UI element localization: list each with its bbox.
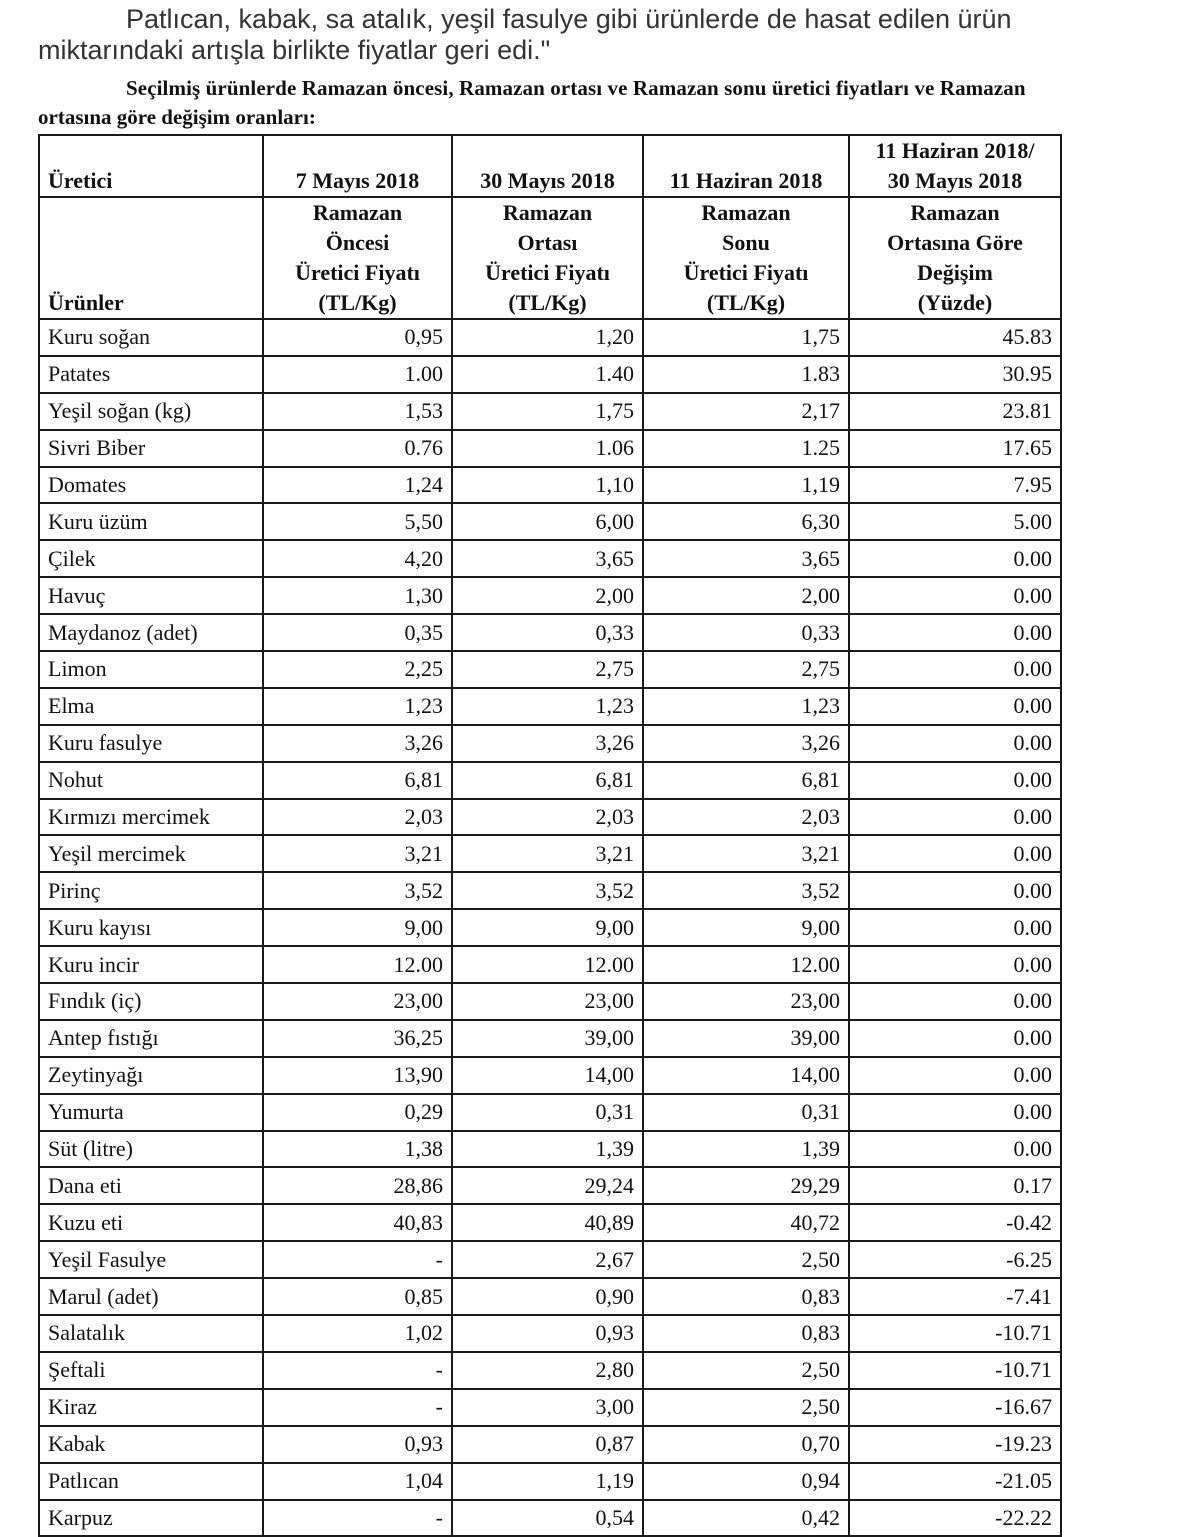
end-ramadan-price-cell: 2,75 xyxy=(643,651,849,688)
header-text-line: Ramazan xyxy=(312,200,403,225)
mid-ramadan-price-cell: 29,24 xyxy=(452,1167,643,1204)
header-text-line: Ortasına Göre xyxy=(887,230,1023,255)
change-percent-cell: -16.67 xyxy=(849,1389,1061,1426)
change-percent-cell: -19.23 xyxy=(849,1426,1061,1463)
product-name-cell: Kuru kayısı xyxy=(39,909,263,946)
pre-ramadan-price-cell: 3,52 xyxy=(263,872,452,909)
end-ramadan-price-cell: 0,83 xyxy=(643,1278,849,1315)
table-row xyxy=(39,319,1061,356)
product-name-cell: Çilek xyxy=(39,540,263,577)
change-percent-cell: 0.00 xyxy=(849,614,1061,651)
header-mid-ramadan xyxy=(452,197,643,319)
header-date-may-7: 7 Mayıs 2018 xyxy=(263,135,452,197)
end-ramadan-price-cell: 3,21 xyxy=(643,835,849,872)
mid-ramadan-price-cell: 0,90 xyxy=(452,1278,643,1315)
product-name-cell: Nohut xyxy=(39,762,263,799)
pre-ramadan-price-cell: 1.00 xyxy=(263,356,452,393)
table-row xyxy=(39,688,1061,725)
product-name-cell: Kuru fasulye xyxy=(39,725,263,762)
table-row xyxy=(39,1204,1061,1241)
pre-ramadan-price-cell: 28,86 xyxy=(263,1167,452,1204)
change-percent-cell: 0.00 xyxy=(849,872,1061,909)
mid-ramadan-price-cell: 9,00 xyxy=(452,909,643,946)
header-row-descriptions xyxy=(39,197,1061,319)
end-ramadan-price-cell: 0,70 xyxy=(643,1426,849,1463)
end-ramadan-price-cell: 0,42 xyxy=(643,1500,849,1537)
product-name-cell: Kabak xyxy=(39,1426,263,1463)
table-row xyxy=(39,983,1061,1020)
pre-ramadan-price-cell: 1,02 xyxy=(263,1315,452,1352)
caption-line-1: Seçilmiş ürünlerde Ramazan öncesi, Ramazan ortası ve Ramazan sonu üretici fiyatları ve Ramazan xyxy=(126,76,1026,100)
pre-ramadan-price-cell: 0,95 xyxy=(263,319,452,356)
change-percent-cell: 0.00 xyxy=(849,1094,1061,1131)
end-ramadan-price-cell: 9,00 xyxy=(643,909,849,946)
change-percent-cell: 0.00 xyxy=(849,909,1061,946)
table-row xyxy=(39,835,1061,872)
change-percent-cell: 0.00 xyxy=(849,1020,1061,1057)
change-percent-cell: 0.00 xyxy=(849,540,1061,577)
end-ramadan-price-cell: 2,50 xyxy=(643,1389,849,1426)
product-name-cell: Kırmızı mercimek xyxy=(39,799,263,836)
end-ramadan-price-cell: 1,23 xyxy=(643,688,849,725)
product-name-cell: Patates xyxy=(39,356,263,393)
end-ramadan-price-cell: 2,50 xyxy=(643,1352,849,1389)
pre-ramadan-price-cell: 5,50 xyxy=(263,503,452,540)
product-name-cell: Pirinç xyxy=(39,872,263,909)
price-table xyxy=(38,134,1062,1537)
table-row xyxy=(39,1463,1061,1500)
header-text-line: Ramazan xyxy=(910,200,1000,225)
change-percent-cell: 17.65 xyxy=(849,430,1061,467)
pre-ramadan-price-cell: 6,81 xyxy=(263,762,452,799)
table-row xyxy=(39,725,1061,762)
change-percent-cell: 45.83 xyxy=(849,319,1061,356)
end-ramadan-price-cell: 3,65 xyxy=(643,540,849,577)
change-percent-cell: 0.00 xyxy=(849,983,1061,1020)
header-change-percent xyxy=(849,197,1061,319)
mid-ramadan-price-cell: 3,26 xyxy=(452,725,643,762)
header-text-line: Sonu xyxy=(722,230,770,255)
table-row xyxy=(39,1315,1061,1352)
product-name-cell: Şeftali xyxy=(39,1352,263,1389)
product-name-cell: Yeşil Fasulye xyxy=(39,1241,263,1278)
mid-ramadan-price-cell: 3,65 xyxy=(452,540,643,577)
product-name-cell: Fındık (iç) xyxy=(39,983,263,1020)
mid-ramadan-price-cell: 2,03 xyxy=(452,799,643,836)
change-percent-cell: 0.00 xyxy=(849,1057,1061,1094)
product-name-cell: Karpuz xyxy=(39,1500,263,1537)
header-text-line: Ortası xyxy=(517,230,578,255)
end-ramadan-price-cell: 1,19 xyxy=(643,467,849,504)
product-name-cell: Kuru soğan xyxy=(39,319,263,356)
end-ramadan-price-cell: 2,03 xyxy=(643,799,849,836)
header-ratio-line-2: 30 Mayıs 2018 xyxy=(887,168,1023,193)
pre-ramadan-price-cell: - xyxy=(263,1500,452,1537)
header-date-june-11: 11 Haziran 2018 xyxy=(643,135,849,197)
header-products: Ürünler xyxy=(39,197,263,319)
mid-ramadan-price-cell: 0,87 xyxy=(452,1426,643,1463)
pre-ramadan-price-cell: - xyxy=(263,1241,452,1278)
change-percent-cell: -22.22 xyxy=(849,1500,1061,1537)
table-row xyxy=(39,577,1061,614)
end-ramadan-price-cell: 12.00 xyxy=(643,946,849,983)
table-row xyxy=(39,1131,1061,1168)
pre-ramadan-price-cell: 4,20 xyxy=(263,540,452,577)
change-percent-cell: 30.95 xyxy=(849,356,1061,393)
table-caption xyxy=(38,74,1168,132)
pre-ramadan-price-cell: 2,03 xyxy=(263,799,452,836)
pre-ramadan-price-cell: 0.76 xyxy=(263,430,452,467)
mid-ramadan-price-cell: 1,75 xyxy=(452,393,643,430)
table-row xyxy=(39,540,1061,577)
change-percent-cell: -0.42 xyxy=(849,1204,1061,1241)
intro-line-1: Patlıcan, kabak, sa atalık, yeşil fasulye gibi ürünlerde de hasat edilen ürün xyxy=(126,4,1012,34)
pre-ramadan-price-cell: 23,00 xyxy=(263,983,452,1020)
product-name-cell: Havuç xyxy=(39,577,263,614)
change-percent-cell: 7.95 xyxy=(849,467,1061,504)
product-name-cell: Yeşil soğan (kg) xyxy=(39,393,263,430)
product-name-cell: Kuru üzüm xyxy=(39,503,263,540)
product-name-cell: Kiraz xyxy=(39,1389,263,1426)
pre-ramadan-price-cell: 1,24 xyxy=(263,467,452,504)
product-name-cell: Maydanoz (adet) xyxy=(39,614,263,651)
pre-ramadan-price-cell: 0,93 xyxy=(263,1426,452,1463)
table-row xyxy=(39,872,1061,909)
table-row xyxy=(39,1167,1061,1204)
header-pre-ramadan xyxy=(263,197,452,319)
table-row xyxy=(39,503,1061,540)
table-row xyxy=(39,614,1061,651)
end-ramadan-price-cell: 1.25 xyxy=(643,430,849,467)
product-name-cell: Yumurta xyxy=(39,1094,263,1131)
end-ramadan-price-cell: 14,00 xyxy=(643,1057,849,1094)
end-ramadan-price-cell: 2,17 xyxy=(643,393,849,430)
mid-ramadan-price-cell: 12.00 xyxy=(452,946,643,983)
product-name-cell: Marul (adet) xyxy=(39,1278,263,1315)
table-row xyxy=(39,356,1061,393)
header-text-line: Değişim xyxy=(917,260,993,285)
pre-ramadan-price-cell: 2,25 xyxy=(263,651,452,688)
table-row xyxy=(39,1278,1061,1315)
change-percent-cell: -21.05 xyxy=(849,1463,1061,1500)
caption-line-2: ortasına göre değişim oranları: xyxy=(38,105,316,129)
end-ramadan-price-cell: 0,94 xyxy=(643,1463,849,1500)
pre-ramadan-price-cell: 1,38 xyxy=(263,1131,452,1168)
change-percent-cell: 0.00 xyxy=(849,799,1061,836)
end-ramadan-price-cell: 0,31 xyxy=(643,1094,849,1131)
pre-ramadan-price-cell: 40,83 xyxy=(263,1204,452,1241)
table-row xyxy=(39,909,1061,946)
end-ramadan-price-cell: 2,00 xyxy=(643,577,849,614)
table-row xyxy=(39,430,1061,467)
mid-ramadan-price-cell: 2,00 xyxy=(452,577,643,614)
pre-ramadan-price-cell: 3,26 xyxy=(263,725,452,762)
pre-ramadan-price-cell: 13,90 xyxy=(263,1057,452,1094)
product-name-cell: Dana eti xyxy=(39,1167,263,1204)
end-ramadan-price-cell: 3,52 xyxy=(643,872,849,909)
end-ramadan-price-cell: 1.83 xyxy=(643,356,849,393)
table-row xyxy=(39,1426,1061,1463)
mid-ramadan-price-cell: 40,89 xyxy=(452,1204,643,1241)
mid-ramadan-price-cell: 0,54 xyxy=(452,1500,643,1537)
end-ramadan-price-cell: 0,83 xyxy=(643,1315,849,1352)
header-date-ratio xyxy=(849,135,1061,197)
product-name-cell: Kuzu eti xyxy=(39,1204,263,1241)
mid-ramadan-price-cell: 3,21 xyxy=(452,835,643,872)
table-row xyxy=(39,1389,1061,1426)
header-text-line: (Yüzde) xyxy=(917,290,993,315)
pre-ramadan-price-cell: 9,00 xyxy=(263,909,452,946)
mid-ramadan-price-cell: 1,10 xyxy=(452,467,643,504)
table-row xyxy=(39,1241,1061,1278)
mid-ramadan-price-cell: 6,81 xyxy=(452,762,643,799)
end-ramadan-price-cell: 1,39 xyxy=(643,1131,849,1168)
change-percent-cell: 0.00 xyxy=(849,835,1061,872)
table-row xyxy=(39,762,1061,799)
mid-ramadan-price-cell: 14,00 xyxy=(452,1057,643,1094)
product-name-cell: Antep fıstığı xyxy=(39,1020,263,1057)
header-text-line: Üretici Fiyatı xyxy=(683,260,809,285)
table-row xyxy=(39,946,1061,983)
header-text-line: (TL/Kg) xyxy=(508,290,587,315)
pre-ramadan-price-cell: 0,35 xyxy=(263,614,452,651)
change-percent-cell: 0.17 xyxy=(849,1167,1061,1204)
header-text-line: Üretici Fiyatı xyxy=(485,260,610,285)
mid-ramadan-price-cell: 1,23 xyxy=(452,688,643,725)
pre-ramadan-price-cell: 0,29 xyxy=(263,1094,452,1131)
product-name-cell: Sivri Biber xyxy=(39,430,263,467)
table-row xyxy=(39,651,1061,688)
end-ramadan-price-cell: 1,75 xyxy=(643,319,849,356)
mid-ramadan-price-cell: 23,00 xyxy=(452,983,643,1020)
intro-line-2: miktarındaki artışla birlikte fiyatlar geri edi." xyxy=(38,35,551,65)
table-row xyxy=(39,1500,1061,1537)
change-percent-cell: 0.00 xyxy=(849,946,1061,983)
header-text-line: Öncesi xyxy=(325,230,390,255)
mid-ramadan-price-cell: 0,31 xyxy=(452,1094,643,1131)
intro-paragraph xyxy=(38,4,1168,66)
table-row xyxy=(39,1020,1061,1057)
header-ratio-line-1: 11 Haziran 2018/ xyxy=(875,138,1035,163)
header-date-may-30: 30 Mayıs 2018 xyxy=(452,135,643,197)
product-name-cell: Zeytinyağı xyxy=(39,1057,263,1094)
change-percent-cell: -10.71 xyxy=(849,1315,1061,1352)
pre-ramadan-price-cell: - xyxy=(263,1389,452,1426)
change-percent-cell: 0.00 xyxy=(849,762,1061,799)
change-percent-cell: 0.00 xyxy=(849,725,1061,762)
product-name-cell: Elma xyxy=(39,688,263,725)
table-row xyxy=(39,1094,1061,1131)
pre-ramadan-price-cell: 3,21 xyxy=(263,835,452,872)
end-ramadan-price-cell: 2,50 xyxy=(643,1241,849,1278)
mid-ramadan-price-cell: 2,67 xyxy=(452,1241,643,1278)
mid-ramadan-price-cell: 1,19 xyxy=(452,1463,643,1500)
pre-ramadan-price-cell: 1,53 xyxy=(263,393,452,430)
header-end-ramadan xyxy=(643,197,849,319)
table-body xyxy=(39,319,1061,1536)
mid-ramadan-price-cell: 0,93 xyxy=(452,1315,643,1352)
pre-ramadan-price-cell: 36,25 xyxy=(263,1020,452,1057)
end-ramadan-price-cell: 3,26 xyxy=(643,725,849,762)
mid-ramadan-price-cell: 3,00 xyxy=(452,1389,643,1426)
mid-ramadan-price-cell: 39,00 xyxy=(452,1020,643,1057)
pre-ramadan-price-cell: 1,30 xyxy=(263,577,452,614)
header-text-line: Üretici Fiyatı xyxy=(295,260,420,285)
pre-ramadan-price-cell: 1,04 xyxy=(263,1463,452,1500)
mid-ramadan-price-cell: 0,33 xyxy=(452,614,643,651)
pre-ramadan-price-cell: - xyxy=(263,1352,452,1389)
change-percent-cell: 0.00 xyxy=(849,688,1061,725)
change-percent-cell: 0.00 xyxy=(849,577,1061,614)
end-ramadan-price-cell: 40,72 xyxy=(643,1204,849,1241)
change-percent-cell: -7.41 xyxy=(849,1278,1061,1315)
change-percent-cell: 0.00 xyxy=(849,1131,1061,1168)
header-producer: Üretici xyxy=(39,135,263,197)
end-ramadan-price-cell: 6,81 xyxy=(643,762,849,799)
table-row xyxy=(39,799,1061,836)
pre-ramadan-price-cell: 12.00 xyxy=(263,946,452,983)
table-row xyxy=(39,1352,1061,1389)
mid-ramadan-price-cell: 3,52 xyxy=(452,872,643,909)
mid-ramadan-price-cell: 6,00 xyxy=(452,503,643,540)
change-percent-cell: -6.25 xyxy=(849,1241,1061,1278)
change-percent-cell: 5.00 xyxy=(849,503,1061,540)
mid-ramadan-price-cell: 1,39 xyxy=(452,1131,643,1168)
product-name-cell: Süt (litre) xyxy=(39,1131,263,1168)
header-text-line: Ramazan xyxy=(502,200,593,225)
change-percent-cell: 0.00 xyxy=(849,651,1061,688)
header-text-line: (TL/Kg) xyxy=(318,290,397,315)
pre-ramadan-price-cell: 1,23 xyxy=(263,688,452,725)
change-percent-cell: 23.81 xyxy=(849,393,1061,430)
product-name-cell: Domates xyxy=(39,467,263,504)
mid-ramadan-price-cell: 1,20 xyxy=(452,319,643,356)
change-percent-cell: -10.71 xyxy=(849,1352,1061,1389)
product-name-cell: Salatalık xyxy=(39,1315,263,1352)
table-row xyxy=(39,1057,1061,1094)
product-name-cell: Kuru incir xyxy=(39,946,263,983)
product-name-cell: Yeşil mercimek xyxy=(39,835,263,872)
mid-ramadan-price-cell: 2,75 xyxy=(452,651,643,688)
mid-ramadan-price-cell: 1.06 xyxy=(452,430,643,467)
end-ramadan-price-cell: 23,00 xyxy=(643,983,849,1020)
end-ramadan-price-cell: 0,33 xyxy=(643,614,849,651)
end-ramadan-price-cell: 6,30 xyxy=(643,503,849,540)
mid-ramadan-price-cell: 2,80 xyxy=(452,1352,643,1389)
header-text-line: (TL/Kg) xyxy=(706,290,786,315)
header-row-dates xyxy=(39,135,1061,197)
product-name-cell: Patlıcan xyxy=(39,1463,263,1500)
product-name-cell: Limon xyxy=(39,651,263,688)
end-ramadan-price-cell: 39,00 xyxy=(643,1020,849,1057)
pre-ramadan-price-cell: 0,85 xyxy=(263,1278,452,1315)
table-row xyxy=(39,467,1061,504)
table-row xyxy=(39,393,1061,430)
mid-ramadan-price-cell: 1.40 xyxy=(452,356,643,393)
header-text-line: Ramazan xyxy=(701,200,791,225)
end-ramadan-price-cell: 29,29 xyxy=(643,1167,849,1204)
